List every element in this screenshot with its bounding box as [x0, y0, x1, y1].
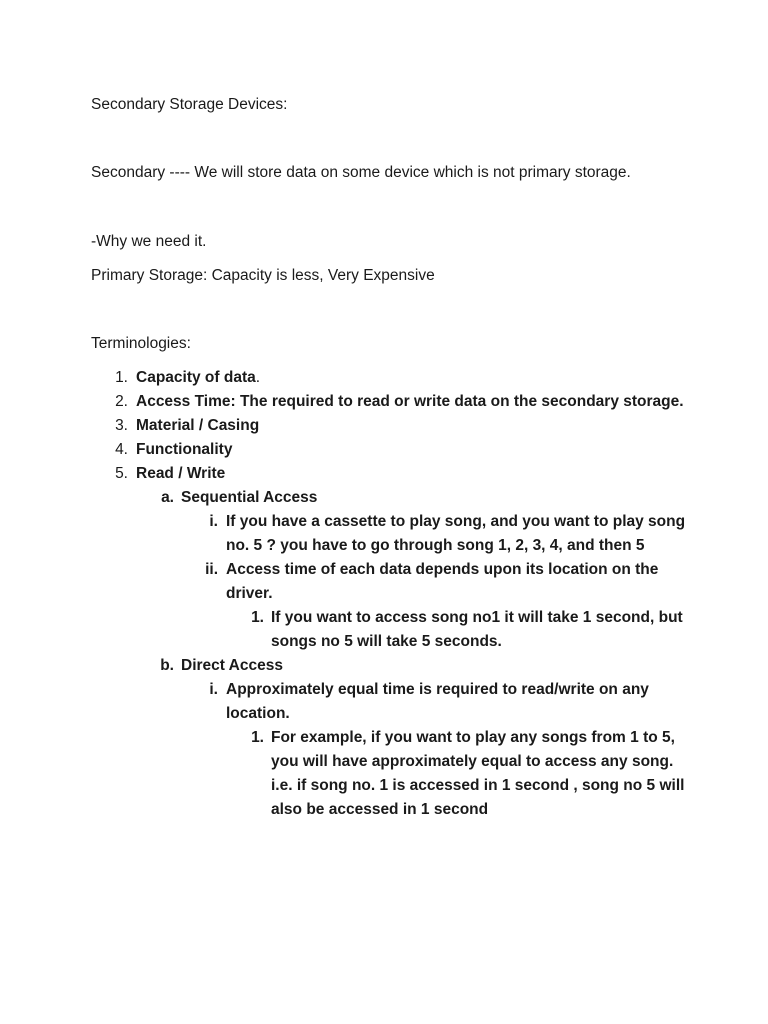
sequential-point-line: If you have a cassette to play song, and you want to play song: [226, 513, 686, 530]
list-marker: b.: [160, 657, 174, 674]
sequential-point-line: no. 5 ? you have to go through song 1, 2, 3, 4, and then 5: [226, 537, 645, 554]
list-marker: 3.: [115, 417, 128, 434]
sequential-sub-line: If you want to access song no1 it will take 1 second, but: [271, 609, 683, 626]
direct-sub-line: i.e. if song no. 1 is accessed in 1 second , song no 5 will: [271, 777, 685, 794]
list-item: Functionality: [136, 441, 233, 458]
list-item: [136, 366, 260, 390]
list-item: Access Time: The required to read or write data on the secondary storage.: [136, 393, 684, 410]
terminologies-label: Terminologies:: [91, 335, 191, 352]
sequential-sub-line: songs no 5 will take 5 seconds.: [271, 633, 502, 650]
list-item-text: Capacity of data: [136, 369, 256, 386]
list-marker: i.: [209, 681, 218, 698]
list-item: Read / Write: [136, 465, 226, 482]
sequential-access-label: Sequential Access: [181, 489, 318, 506]
direct-sub-line: also be accessed in 1 second: [271, 801, 489, 818]
list-marker: 5.: [115, 465, 128, 482]
list-marker: a.: [161, 489, 174, 506]
list-marker: i.: [209, 513, 218, 530]
list-marker: ii.: [205, 561, 218, 578]
direct-point-line: location.: [226, 705, 290, 722]
sequential-point-line: Access time of each data depends upon its location on the: [226, 561, 659, 578]
list-item: Material / Casing: [136, 417, 260, 434]
list-marker: 1.: [251, 729, 264, 746]
direct-sub-line: For example, if you want to play any songs from 1 to 5,: [271, 729, 675, 746]
definition-text: Secondary ---- We will store data on some device which is not primary storage.: [91, 164, 631, 181]
list-marker: 1.: [115, 369, 128, 386]
list-marker: 1.: [251, 609, 264, 626]
why-text: -Why we need it.: [91, 233, 207, 250]
direct-point-line: Approximately equal time is required to read/write on any: [226, 681, 649, 698]
sequential-point-line: driver.: [226, 585, 273, 602]
primary-storage-text: Primary Storage: Capacity is less, Very Expensive: [91, 267, 435, 284]
heading: Secondary Storage Devices:: [91, 96, 288, 113]
direct-access-label: Direct Access: [181, 657, 283, 674]
list-item-suffix: .: [255, 369, 261, 386]
list-marker: 4.: [115, 441, 128, 458]
direct-sub-line: you will have approximately equal to access any song.: [271, 753, 674, 770]
list-marker: 2.: [115, 393, 128, 410]
